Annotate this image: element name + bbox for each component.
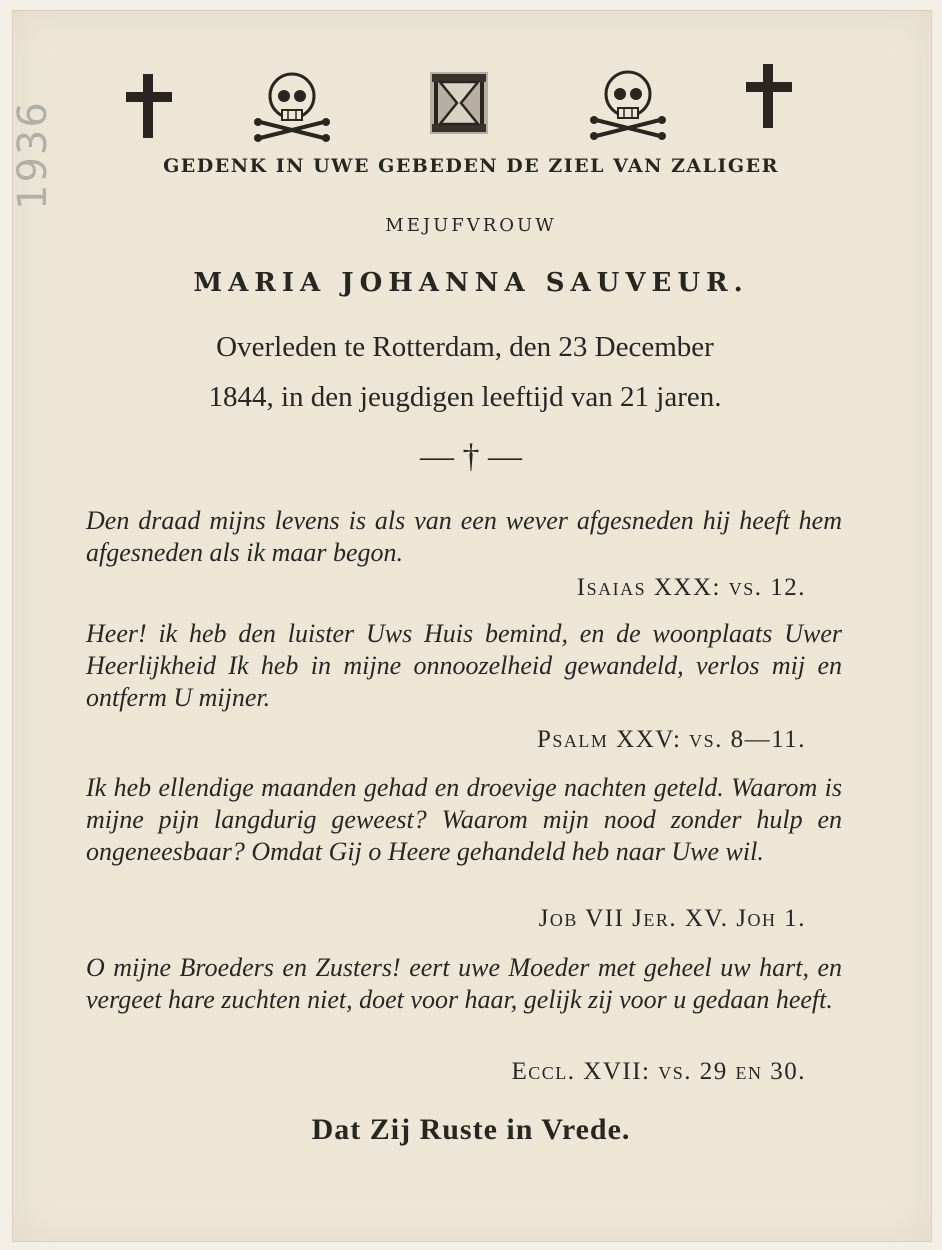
hourglass-icon [428,70,490,136]
verse-reference: Isaias XXX: vs. 12. [576,574,806,601]
verse-text: Den draad mijns levens is als van een wever afgesneden hij heeft hem afgesneden als ik maar begon. [86,506,842,567]
verse-text: Heer! ik heb den luister Uws Huis bemind, en de woonplaats Uwer Heerlijkheid Ik heb in mijne onnoozelheid gewandeld, verlos mij en ontferm U mijner. [86,619,842,712]
skull-crossbones-icon [252,70,332,142]
handwritten-number: 1936 [10,100,56,210]
death-notice [85,322,845,422]
skull-crossbones-icon [588,68,668,140]
cross-separator: — † — [420,438,522,475]
verse-reference: Job VII Jer. XV. Joh 1. [538,905,806,932]
verse-reference: Psalm XXV: vs. 8—11. [537,726,806,753]
death-notice-line1: Overleden te Rotterdam, den 23 December [216,331,714,363]
death-notice-line2: 1844, in den jeugdigen leeftijd van 21 jaren. [208,381,722,413]
cross-icon [124,72,174,140]
verse-text: Ik heb ellendige maanden gehad en droevige nachten geteld. Waarom is mijne pijn langdurig geweest? Waarom mijn nood zonder hulp en ongeneesbaar? Omdat Gij o Heere gehandeld heb naar Uwe wil. [86,773,842,866]
cross-icon [744,62,794,130]
verse-text: O mijne Broeders en Zusters! eert uwe Moeder met geheel uw hart, en vergeet hare zuchten niet, doet voor haar, gelijk zij voor u gedaan heeft. [86,953,842,1014]
honorific: MEJUFVROUW [385,215,557,236]
verse-reference: Eccl. XVII: vs. 29 en 30. [511,1058,806,1085]
closing-line: Dat Zij Ruste in Vrede. [311,1113,631,1146]
prayer-heading: GEDENK IN UWE GEBEDEN DE ZIEL VAN ZALIGER [163,155,779,177]
deceased-name: MARIA JOHANNA SAUVEUR. [193,268,749,298]
